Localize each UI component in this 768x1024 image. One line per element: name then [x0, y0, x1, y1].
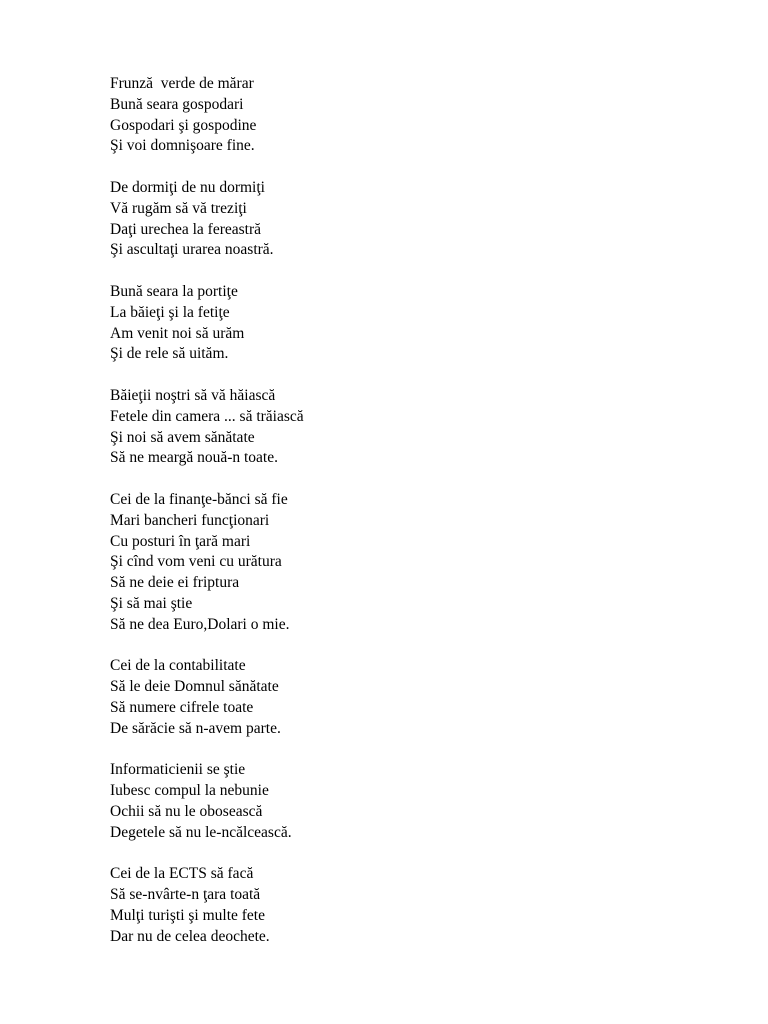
- poem-line: Să ne dea Euro,Dolari o mie.: [110, 615, 290, 633]
- poem-line: Cu posturi în ţară mari: [110, 532, 251, 550]
- poem-line: Vă rugăm să vă treziţi: [110, 199, 247, 217]
- stanza-3: [110, 282, 730, 365]
- poem-line: Să le deie Domnul sănătate: [110, 678, 279, 696]
- poem-line: De sărăcie să n-avem parte.: [110, 719, 281, 737]
- stanza-4: [110, 386, 730, 469]
- poem-line: Ochii să nu le obosească: [110, 802, 263, 820]
- poem-line: Bună seara la portiţe: [110, 282, 238, 300]
- stanza-1: [110, 74, 730, 157]
- poem-line: Mari bancheri funcţionari: [110, 511, 270, 529]
- poem-line: Cei de la finanţe-bănci să fie: [110, 490, 288, 508]
- poem-line: Dar nu de celea deochete.: [110, 927, 270, 945]
- poem-line: Iubesc compul la nebunie: [110, 782, 269, 800]
- stanza-7: [110, 760, 730, 843]
- poem-line: Şi să mai ştie: [110, 594, 193, 612]
- poem-line: Degetele să nu le-ncălcească.: [110, 823, 292, 841]
- poem-line: Bună seara gospodari: [110, 95, 244, 113]
- stanza-2: [110, 178, 730, 261]
- poem-line: Daţi urechea la fereastră: [110, 220, 262, 238]
- poem-line: Şi ascultaţi urarea noastră.: [110, 241, 274, 259]
- poem-line: Am venit noi să urăm: [110, 324, 245, 342]
- stanza-6: [110, 656, 730, 739]
- poem-line: De dormiţi de nu dormiţi: [110, 178, 265, 196]
- poem-line: Băieţii noştri să vă hăiască: [110, 386, 276, 404]
- poem-line: Şi cînd vom veni cu urătura: [110, 553, 282, 571]
- poem-line: Mulţi turişti şi multe fete: [110, 906, 265, 924]
- poem-line: Fetele din camera ... să trăiască: [110, 407, 304, 425]
- poem-line: Şi de rele să uităm.: [110, 345, 229, 363]
- poem-line: Gospodari şi gospodine: [110, 116, 257, 134]
- poem-line: Să numere cifrele toate: [110, 698, 254, 716]
- poem-line: Şi voi domnişoare fine.: [110, 137, 255, 155]
- poem-line: La băieţi şi la fetiţe: [110, 303, 230, 321]
- poem-line: Să ne meargă nouă-n toate.: [110, 449, 278, 467]
- stanza-8: [110, 864, 730, 947]
- poem-line: Să se-nvârte-n ţara toată: [110, 886, 261, 904]
- poem-line: Şi noi să avem sănătate: [110, 428, 255, 446]
- poem-line: Să ne deie ei friptura: [110, 574, 240, 592]
- poem-line: Cei de la contabilitate: [110, 657, 246, 675]
- stanza-5: [110, 490, 730, 636]
- poem-line: Frunză verde de mărar: [110, 75, 254, 92]
- poem-line: Cei de la ECTS să facă: [110, 865, 254, 883]
- poem-document: [110, 74, 730, 968]
- poem-line: Informaticienii se ştie: [110, 761, 246, 779]
